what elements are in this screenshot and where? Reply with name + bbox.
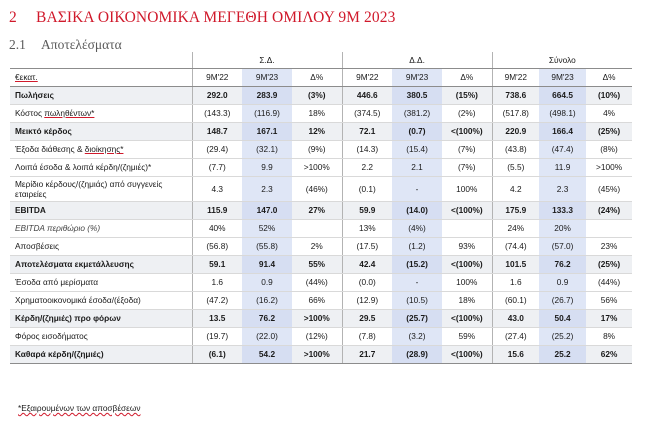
table-cell: 72.1 xyxy=(342,122,392,140)
column-header-row xyxy=(10,68,632,86)
table-cell xyxy=(586,219,632,237)
table-cell: <(100%) xyxy=(442,201,492,219)
table-cell: 4.2 xyxy=(492,176,539,201)
table-cell: 2% xyxy=(292,237,342,255)
table-row xyxy=(10,237,632,255)
table-cell: (47.4) xyxy=(539,140,586,158)
table-row xyxy=(10,140,632,158)
table-cell: 220.9 xyxy=(492,122,539,140)
table-cell: 23% xyxy=(586,237,632,255)
table-cell: 738.6 xyxy=(492,86,539,104)
table-cell: 175.9 xyxy=(492,201,539,219)
table-cell: 52% xyxy=(242,219,292,237)
table-cell: 1.6 xyxy=(492,273,539,291)
table-cell xyxy=(292,219,342,237)
table-cell: (26.7) xyxy=(539,291,586,309)
table-cell: (44%) xyxy=(586,273,632,291)
table-cell: (45%) xyxy=(586,176,632,201)
table-cell: (25.2) xyxy=(539,327,586,345)
table-cell: (0.7) xyxy=(392,122,442,140)
group-header-dd: Δ.Δ. xyxy=(342,52,492,68)
unit-label: €εκατ. xyxy=(10,68,192,86)
table-row xyxy=(10,309,632,327)
table-cell: 42.4 xyxy=(342,255,392,273)
table-cell: 24% xyxy=(492,219,539,237)
table-cell: 148.7 xyxy=(192,122,242,140)
table-row xyxy=(10,291,632,309)
table-row xyxy=(10,158,632,176)
table-row xyxy=(10,345,632,363)
table-cell: 62% xyxy=(586,345,632,363)
table-row xyxy=(10,176,632,201)
row-label: Κόστος πωληθέντων* xyxy=(10,104,192,122)
row-label: Χρηματοοικονομικά έσοδα/(έξοδα) xyxy=(10,291,192,309)
column-header: Δ% xyxy=(442,68,492,86)
table-cell: 2.3 xyxy=(242,176,292,201)
table-cell: (5.5) xyxy=(492,158,539,176)
row-label: Κέρδη/(ζημιές) προ φόρων xyxy=(10,309,192,327)
table-row xyxy=(10,104,632,122)
table-cell: 40% xyxy=(192,219,242,237)
table-cell: (29.4) xyxy=(192,140,242,158)
table-cell: (0.0) xyxy=(342,273,392,291)
table-cell: (7%) xyxy=(442,140,492,158)
group-header-row xyxy=(10,52,632,68)
row-label: Καθαρά κέρδη/(ζημιές) xyxy=(10,345,192,363)
column-header: Δ% xyxy=(586,68,632,86)
table-cell: (7.8) xyxy=(342,327,392,345)
table-cell: 17% xyxy=(586,309,632,327)
table-cell: 21.7 xyxy=(342,345,392,363)
table-cell: (44%) xyxy=(292,273,342,291)
column-header: 9M'22 xyxy=(342,68,392,86)
table-cell: 380.5 xyxy=(392,86,442,104)
table-cell: 18% xyxy=(442,291,492,309)
table-cell: >100% xyxy=(292,158,342,176)
table-cell: (8%) xyxy=(586,140,632,158)
table-cell: (381.2) xyxy=(392,104,442,122)
table-cell: (9%) xyxy=(292,140,342,158)
table-cell: 147.0 xyxy=(242,201,292,219)
table-cell: (6.1) xyxy=(192,345,242,363)
row-label: Πωλήσεις xyxy=(10,86,192,104)
table-cell: 76.2 xyxy=(242,309,292,327)
table-cell: (55.8) xyxy=(242,237,292,255)
table-cell: 292.0 xyxy=(192,86,242,104)
table-cell: 8% xyxy=(586,327,632,345)
table-row xyxy=(10,86,632,104)
table-cell: (60.1) xyxy=(492,291,539,309)
table-cell: 11.9 xyxy=(539,158,586,176)
table-cell: >100% xyxy=(292,309,342,327)
table-cell: (12%) xyxy=(292,327,342,345)
table-cell: (143.3) xyxy=(192,104,242,122)
table-cell: 15.6 xyxy=(492,345,539,363)
table-cell: <(100%) xyxy=(442,309,492,327)
table-cell: (22.0) xyxy=(242,327,292,345)
table-cell: (43.8) xyxy=(492,140,539,158)
table-cell: (74.4) xyxy=(492,237,539,255)
table-cell: 13% xyxy=(342,219,392,237)
table-cell: (4%) xyxy=(392,219,442,237)
row-label: EBITDA περιθώριο (%) xyxy=(10,219,192,237)
table-cell: (16.2) xyxy=(242,291,292,309)
table-cell: 66% xyxy=(292,291,342,309)
table-cell: (7%) xyxy=(442,158,492,176)
table-cell: 93% xyxy=(442,237,492,255)
section-number: 2 xyxy=(9,9,17,26)
table-cell: (24%) xyxy=(586,201,632,219)
table-cell: (15.4) xyxy=(392,140,442,158)
table-cell: (517.8) xyxy=(492,104,539,122)
table-cell: (15%) xyxy=(442,86,492,104)
table-cell: (28.9) xyxy=(392,345,442,363)
table-cell: 59% xyxy=(442,327,492,345)
table-cell: (7.7) xyxy=(192,158,242,176)
table-cell: <(100%) xyxy=(442,122,492,140)
subsection-number: 2.1 xyxy=(9,37,26,52)
table-cell: (47.2) xyxy=(192,291,242,309)
table-cell: 18% xyxy=(292,104,342,122)
table-row xyxy=(10,327,632,345)
table-cell: (17.5) xyxy=(342,237,392,255)
table-row xyxy=(10,255,632,273)
financial-results-table xyxy=(10,52,632,364)
table-cell: 4% xyxy=(586,104,632,122)
table-cell: 2.3 xyxy=(539,176,586,201)
table-cell: 115.9 xyxy=(192,201,242,219)
row-label: Έσοδα από μερίσματα xyxy=(10,273,192,291)
table-cell: 4.3 xyxy=(192,176,242,201)
group-header-sd: Σ.Δ. xyxy=(192,52,342,68)
table-cell: (0.1) xyxy=(342,176,392,201)
section-title: ΒΑΣΙΚΑ ΟΙΚΟΝΟΜΙΚΑ ΜΕΓΕΘΗ ΟΜΙΛΟΥ 9M 2023 xyxy=(36,9,396,26)
table-cell: 27% xyxy=(292,201,342,219)
row-label: Φόρος εισοδήματος xyxy=(10,327,192,345)
table-cell: (25%) xyxy=(586,122,632,140)
table-cell: 1.6 xyxy=(192,273,242,291)
table-cell: 0.9 xyxy=(242,273,292,291)
table-cell: (116.9) xyxy=(242,104,292,122)
table-cell: (32.1) xyxy=(242,140,292,158)
table-cell: (498.1) xyxy=(539,104,586,122)
column-header: 9M'23 xyxy=(539,68,586,86)
table-cell: (2%) xyxy=(442,104,492,122)
table-row xyxy=(10,201,632,219)
table-cell: (46%) xyxy=(292,176,342,201)
table-cell: 76.2 xyxy=(539,255,586,273)
table-cell: 55% xyxy=(292,255,342,273)
table-cell: 101.5 xyxy=(492,255,539,273)
table-cell: >100% xyxy=(586,158,632,176)
row-label: Λοιπά έσοδα & λοιπά κέρδη/(ζημιές)* xyxy=(10,158,192,176)
table-cell: 50.4 xyxy=(539,309,586,327)
table-cell: 12% xyxy=(292,122,342,140)
column-header: 9M'22 xyxy=(192,68,242,86)
table-cell: 133.3 xyxy=(539,201,586,219)
table-cell: 25.2 xyxy=(539,345,586,363)
table-cell: 446.6 xyxy=(342,86,392,104)
table-cell: 100% xyxy=(442,273,492,291)
section-heading xyxy=(9,9,395,27)
row-label: Μεικτό κέρδος xyxy=(10,122,192,140)
column-header: Δ% xyxy=(292,68,342,86)
table-cell: (15.2) xyxy=(392,255,442,273)
table-cell: (25.7) xyxy=(392,309,442,327)
table-cell: (12.9) xyxy=(342,291,392,309)
table-cell: 54.2 xyxy=(242,345,292,363)
column-header: 9M'22 xyxy=(492,68,539,86)
table-cell: (27.4) xyxy=(492,327,539,345)
table-cell: >100% xyxy=(292,345,342,363)
table-cell: (14.3) xyxy=(342,140,392,158)
table-cell: 59.9 xyxy=(342,201,392,219)
table-cell: (10.5) xyxy=(392,291,442,309)
table-cell: 166.4 xyxy=(539,122,586,140)
column-header: 9M'23 xyxy=(392,68,442,86)
row-label: EBITDA xyxy=(10,201,192,219)
table-row xyxy=(10,122,632,140)
group-header-total: Σύνολο xyxy=(492,52,632,68)
table-row xyxy=(10,219,632,237)
table-cell: 283.9 xyxy=(242,86,292,104)
column-header: 9M'23 xyxy=(242,68,292,86)
table-cell: (10%) xyxy=(586,86,632,104)
table-cell: (57.0) xyxy=(539,237,586,255)
table-cell: (19.7) xyxy=(192,327,242,345)
table-cell: 100% xyxy=(442,176,492,201)
table-cell: 43.0 xyxy=(492,309,539,327)
footnote: *Εξαιρουμένων των αποσβέσεων xyxy=(18,403,141,413)
table-cell: (25%) xyxy=(586,255,632,273)
table-cell: 29.5 xyxy=(342,309,392,327)
table-cell: 91.4 xyxy=(242,255,292,273)
table-cell: - xyxy=(392,273,442,291)
table-cell: (1.2) xyxy=(392,237,442,255)
table-cell: 59.1 xyxy=(192,255,242,273)
table-cell: 20% xyxy=(539,219,586,237)
table-cell: (3%) xyxy=(292,86,342,104)
table-cell: 13.5 xyxy=(192,309,242,327)
table-cell: (56.8) xyxy=(192,237,242,255)
table-cell: <(100%) xyxy=(442,345,492,363)
table-cell: (14.0) xyxy=(392,201,442,219)
table-cell xyxy=(442,219,492,237)
table-cell: 167.1 xyxy=(242,122,292,140)
row-label: Αποτελέσματα εκμετάλλευσης xyxy=(10,255,192,273)
row-label: Αποσβέσεις xyxy=(10,237,192,255)
table-cell: 56% xyxy=(586,291,632,309)
table-cell: 664.5 xyxy=(539,86,586,104)
table-cell: 9.9 xyxy=(242,158,292,176)
subsection-title: Αποτελέσματα xyxy=(41,37,122,52)
table-cell: (3.2) xyxy=(392,327,442,345)
table-cell: <(100%) xyxy=(442,255,492,273)
table-cell: - xyxy=(392,176,442,201)
row-label: Έξοδα διάθεσης & διοίκησης* xyxy=(10,140,192,158)
table-cell: 0.9 xyxy=(539,273,586,291)
table-cell: (374.5) xyxy=(342,104,392,122)
subsection-heading xyxy=(9,37,122,53)
group-header-spacer xyxy=(10,52,192,68)
row-label: Μερίδιο κέρδους/(ζημιάς) από συγγενείς εταιρείες xyxy=(10,176,192,201)
table-cell: 2.2 xyxy=(342,158,392,176)
table-row xyxy=(10,273,632,291)
table-cell: 2.1 xyxy=(392,158,442,176)
